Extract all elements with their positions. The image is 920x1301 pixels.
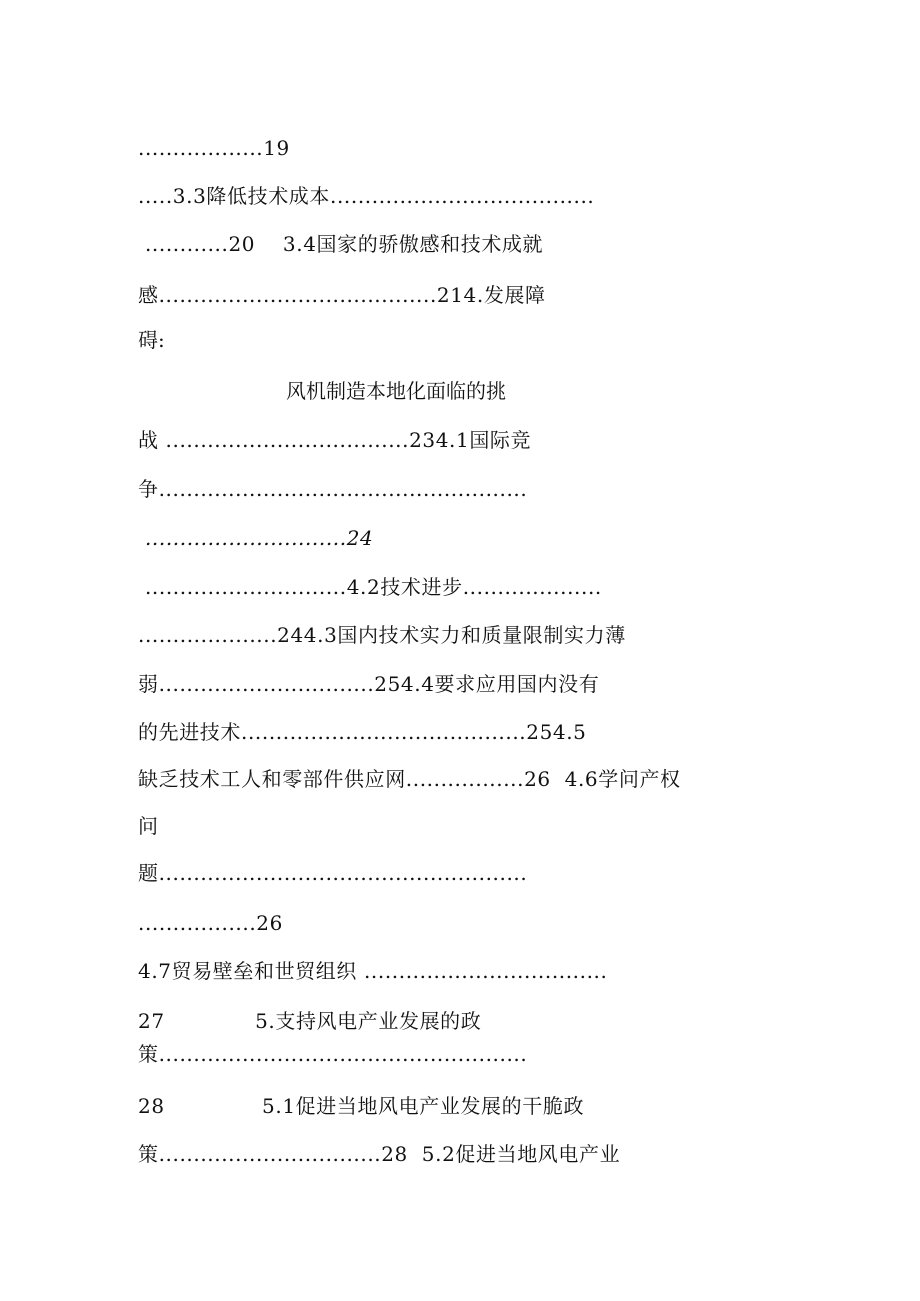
toc-line-14: 缺乏技术工人和零部件供应网.................26 4.6学问产权 (138, 767, 681, 791)
toc-line-8: 争..................................................... (138, 477, 528, 501)
toc-line-5: 碍: (138, 328, 165, 352)
toc-line-17: .................26 (138, 911, 283, 935)
toc-line-15: 问 (138, 814, 158, 838)
toc-line-13: 的先进技术.........................................254.5 (138, 720, 587, 744)
toc-line-2: .....3.3降低技术成本...................................... (138, 184, 595, 208)
toc-line-10: .............................4.2技术进步.................... (138, 575, 602, 599)
toc-line-7: 战 ...................................234.1国际竞 (138, 428, 532, 452)
toc-line-16: 题..................................................... (138, 861, 528, 885)
toc-line-19: 27 5.支持风电产业发展的政 (138, 1009, 482, 1033)
toc-line-21: 28 5.1促进当地风电产业发展的干脆政 (138, 1094, 585, 1118)
toc-line-4: 感........................................214.发展障 (138, 283, 546, 307)
toc-line-6: 风机制造本地化面临的挑 (286, 379, 506, 403)
toc-line-3: ............20 3.4国家的骄傲感和技术成就 (138, 232, 544, 256)
toc-line-1: ..................19 (138, 136, 290, 160)
toc-line-11: ....................244.3国内技术实力和质量限制实力薄 (138, 623, 626, 647)
toc-line-20: 策..................................................... (138, 1042, 528, 1066)
toc-line-22: 策................................28 5.2促进当地风电产业 (138, 1142, 621, 1166)
toc-line-9: .............................24 (138, 526, 374, 550)
toc-line-12: 弱...............................254.4要求应用国内没有 (138, 672, 600, 696)
toc-line-18: 4.7贸易壁垒和世贸组织 ................................... (138, 959, 608, 983)
